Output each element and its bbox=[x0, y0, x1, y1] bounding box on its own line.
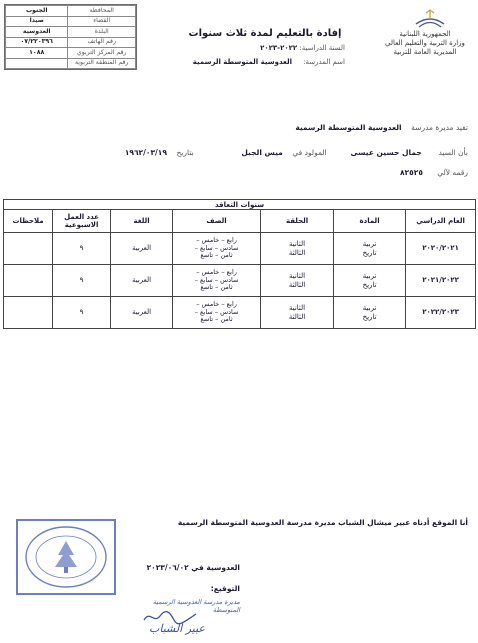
grade-line: سادس – سابع – bbox=[194, 243, 239, 252]
header-grade: الصف bbox=[173, 210, 261, 233]
signer-statement: أنا الموقع أدناه عبير ميشال الشباب مديرة مدرسة العدوسية المتوسطة الرسمية bbox=[177, 518, 468, 527]
cycle-line: الثالثة bbox=[288, 312, 306, 321]
certifying-school: العدوسية المتوسطة الرسمية bbox=[295, 123, 402, 132]
table-banner: سنوات التعاقد bbox=[4, 200, 476, 210]
year-value: ٢٠٢٢-٢٠٢٣ bbox=[260, 44, 298, 52]
cycle-line: الثانية bbox=[288, 304, 306, 312]
cell-subject bbox=[334, 297, 406, 329]
number-label: رقمه لآلي bbox=[437, 168, 468, 177]
signature-label: التوقيع: bbox=[210, 584, 240, 593]
table-row bbox=[4, 265, 476, 297]
cell-grade bbox=[173, 297, 261, 329]
info-value: ٠٧/٢٢٠٣٩٦ bbox=[6, 37, 68, 48]
place-date: العدوسية في ٢٠٢٣/٠٦/٠٢ bbox=[146, 563, 240, 572]
info-row bbox=[6, 48, 136, 59]
header-language: اللغة bbox=[111, 210, 173, 233]
school-label: اسم المدرسة: bbox=[303, 58, 345, 66]
republic-line: الجمهورية اللبنانية bbox=[399, 30, 451, 38]
header-cycle: الحلقة bbox=[261, 210, 334, 233]
grade-line: رابع – خامس – bbox=[196, 236, 237, 245]
info-row bbox=[6, 37, 136, 48]
contract-years-table bbox=[3, 199, 476, 329]
ministry-header bbox=[380, 30, 470, 57]
info-label: البلدة bbox=[68, 27, 136, 38]
school-value: العدوسية المتوسطة الرسمية bbox=[192, 58, 292, 66]
cell-notes bbox=[4, 297, 53, 329]
birth-date: ١٩٦٢/٠٣/١٩ bbox=[124, 148, 167, 157]
info-label: رقم المنطقة التربوية bbox=[68, 58, 136, 69]
cell-year: ٢٠٢٠/٢٠٢١ bbox=[406, 233, 476, 265]
cell-subject bbox=[334, 233, 406, 265]
certifying-line bbox=[240, 123, 468, 132]
info-row bbox=[6, 6, 136, 17]
teacher-line bbox=[10, 148, 468, 157]
cell-cycle bbox=[261, 297, 334, 329]
subject-line: تربية bbox=[362, 304, 377, 312]
info-value: ١٠٨٨ bbox=[6, 48, 68, 59]
cell-hours: ٩ bbox=[53, 233, 111, 265]
header-subject: المادة bbox=[334, 210, 406, 233]
cell-subject bbox=[334, 265, 406, 297]
cell-grade bbox=[173, 233, 261, 265]
grade-line: ثامن – تاسع bbox=[200, 315, 233, 324]
teacher-name: جمال حسين عيسى bbox=[350, 148, 422, 157]
subject-line: تربية bbox=[362, 240, 377, 248]
subject-line: تاريخ bbox=[362, 248, 377, 257]
subject-line: تربية bbox=[362, 272, 377, 280]
cell-language: العربية bbox=[111, 233, 173, 265]
cell-cycle bbox=[261, 233, 334, 265]
info-row bbox=[6, 16, 136, 27]
stamp-caption: مديرة مدرسة العدوسية الرسمية المتوسطة bbox=[152, 598, 240, 614]
school-name-line bbox=[150, 58, 345, 66]
cedar-stamp-icon bbox=[18, 521, 114, 593]
cycle-line: الثانية bbox=[288, 272, 306, 280]
teacher-label: بأن السيد bbox=[438, 148, 468, 157]
info-value: صيدا bbox=[6, 16, 68, 27]
cell-year: ٢٠٢١/٢٠٢٢ bbox=[406, 265, 476, 297]
grade-line: ثامن – تاسع bbox=[200, 283, 233, 292]
cell-notes bbox=[4, 233, 53, 265]
cell-notes bbox=[4, 265, 53, 297]
info-value bbox=[6, 58, 68, 69]
info-label: رقم الهاتف bbox=[68, 37, 136, 48]
school-info-box bbox=[4, 4, 137, 70]
info-row bbox=[6, 27, 136, 38]
ministry-logo-icon bbox=[414, 8, 446, 30]
cycle-line: الثانية bbox=[288, 240, 306, 248]
grade-line: سادس – سابع – bbox=[194, 275, 239, 284]
info-value: الجنوب bbox=[6, 6, 68, 17]
info-value: العدوسية bbox=[6, 27, 68, 38]
directorate-line: المديرية العامة للتربية bbox=[393, 48, 457, 56]
table-row bbox=[4, 233, 476, 265]
cell-year: ٢٠٢٢/٢٠٢٣ bbox=[406, 297, 476, 329]
born-place: ميس الجبل bbox=[241, 148, 283, 157]
grade-line: سادس – سابع – bbox=[194, 307, 239, 316]
cell-language: العربية bbox=[111, 265, 173, 297]
info-row bbox=[6, 58, 136, 69]
cell-hours: ٩ bbox=[53, 297, 111, 329]
number-line bbox=[360, 168, 468, 177]
table-row bbox=[4, 297, 476, 329]
number-value: ٨٢٥٢٥ bbox=[400, 168, 423, 177]
grade-line: ثامن – تاسع bbox=[200, 251, 233, 260]
year-label: السنة الدراسية: bbox=[299, 44, 345, 52]
cell-cycle bbox=[261, 265, 334, 297]
certifying-label: تفيد مديرة مدرسة bbox=[411, 123, 468, 132]
born-label: المولود في bbox=[292, 148, 327, 157]
grade-line: رابع – خامس – bbox=[196, 300, 237, 309]
info-label: القضاء bbox=[68, 16, 136, 27]
subject-line: تاريخ bbox=[362, 280, 377, 289]
academic-year bbox=[185, 44, 345, 52]
ministry-line: وزارة التربية والتعليم العالي bbox=[385, 39, 465, 47]
info-label: المحافظة bbox=[68, 6, 136, 17]
info-label: رقم المركز التربوي bbox=[68, 48, 136, 59]
cell-hours: ٩ bbox=[53, 265, 111, 297]
cycle-line: الثالثة bbox=[288, 280, 306, 289]
cell-language: العربية bbox=[111, 297, 173, 329]
cycle-line: الثالثة bbox=[288, 248, 306, 257]
official-stamp bbox=[16, 519, 116, 595]
subject-line: تاريخ bbox=[362, 312, 377, 321]
header-hours: عدد العمل الاسبوعية bbox=[53, 210, 111, 233]
document-title: إفادة بالتعليم لمدة ثلاث سنوات bbox=[188, 28, 342, 39]
date-label: بتاريخ bbox=[176, 148, 194, 157]
signature-name: عبير الشباب bbox=[148, 622, 205, 635]
grade-line: رابع – خامس – bbox=[196, 268, 237, 277]
header-year: العام الدراسي bbox=[406, 210, 476, 233]
cell-grade bbox=[173, 265, 261, 297]
header-notes: ملاحظات bbox=[4, 210, 53, 233]
